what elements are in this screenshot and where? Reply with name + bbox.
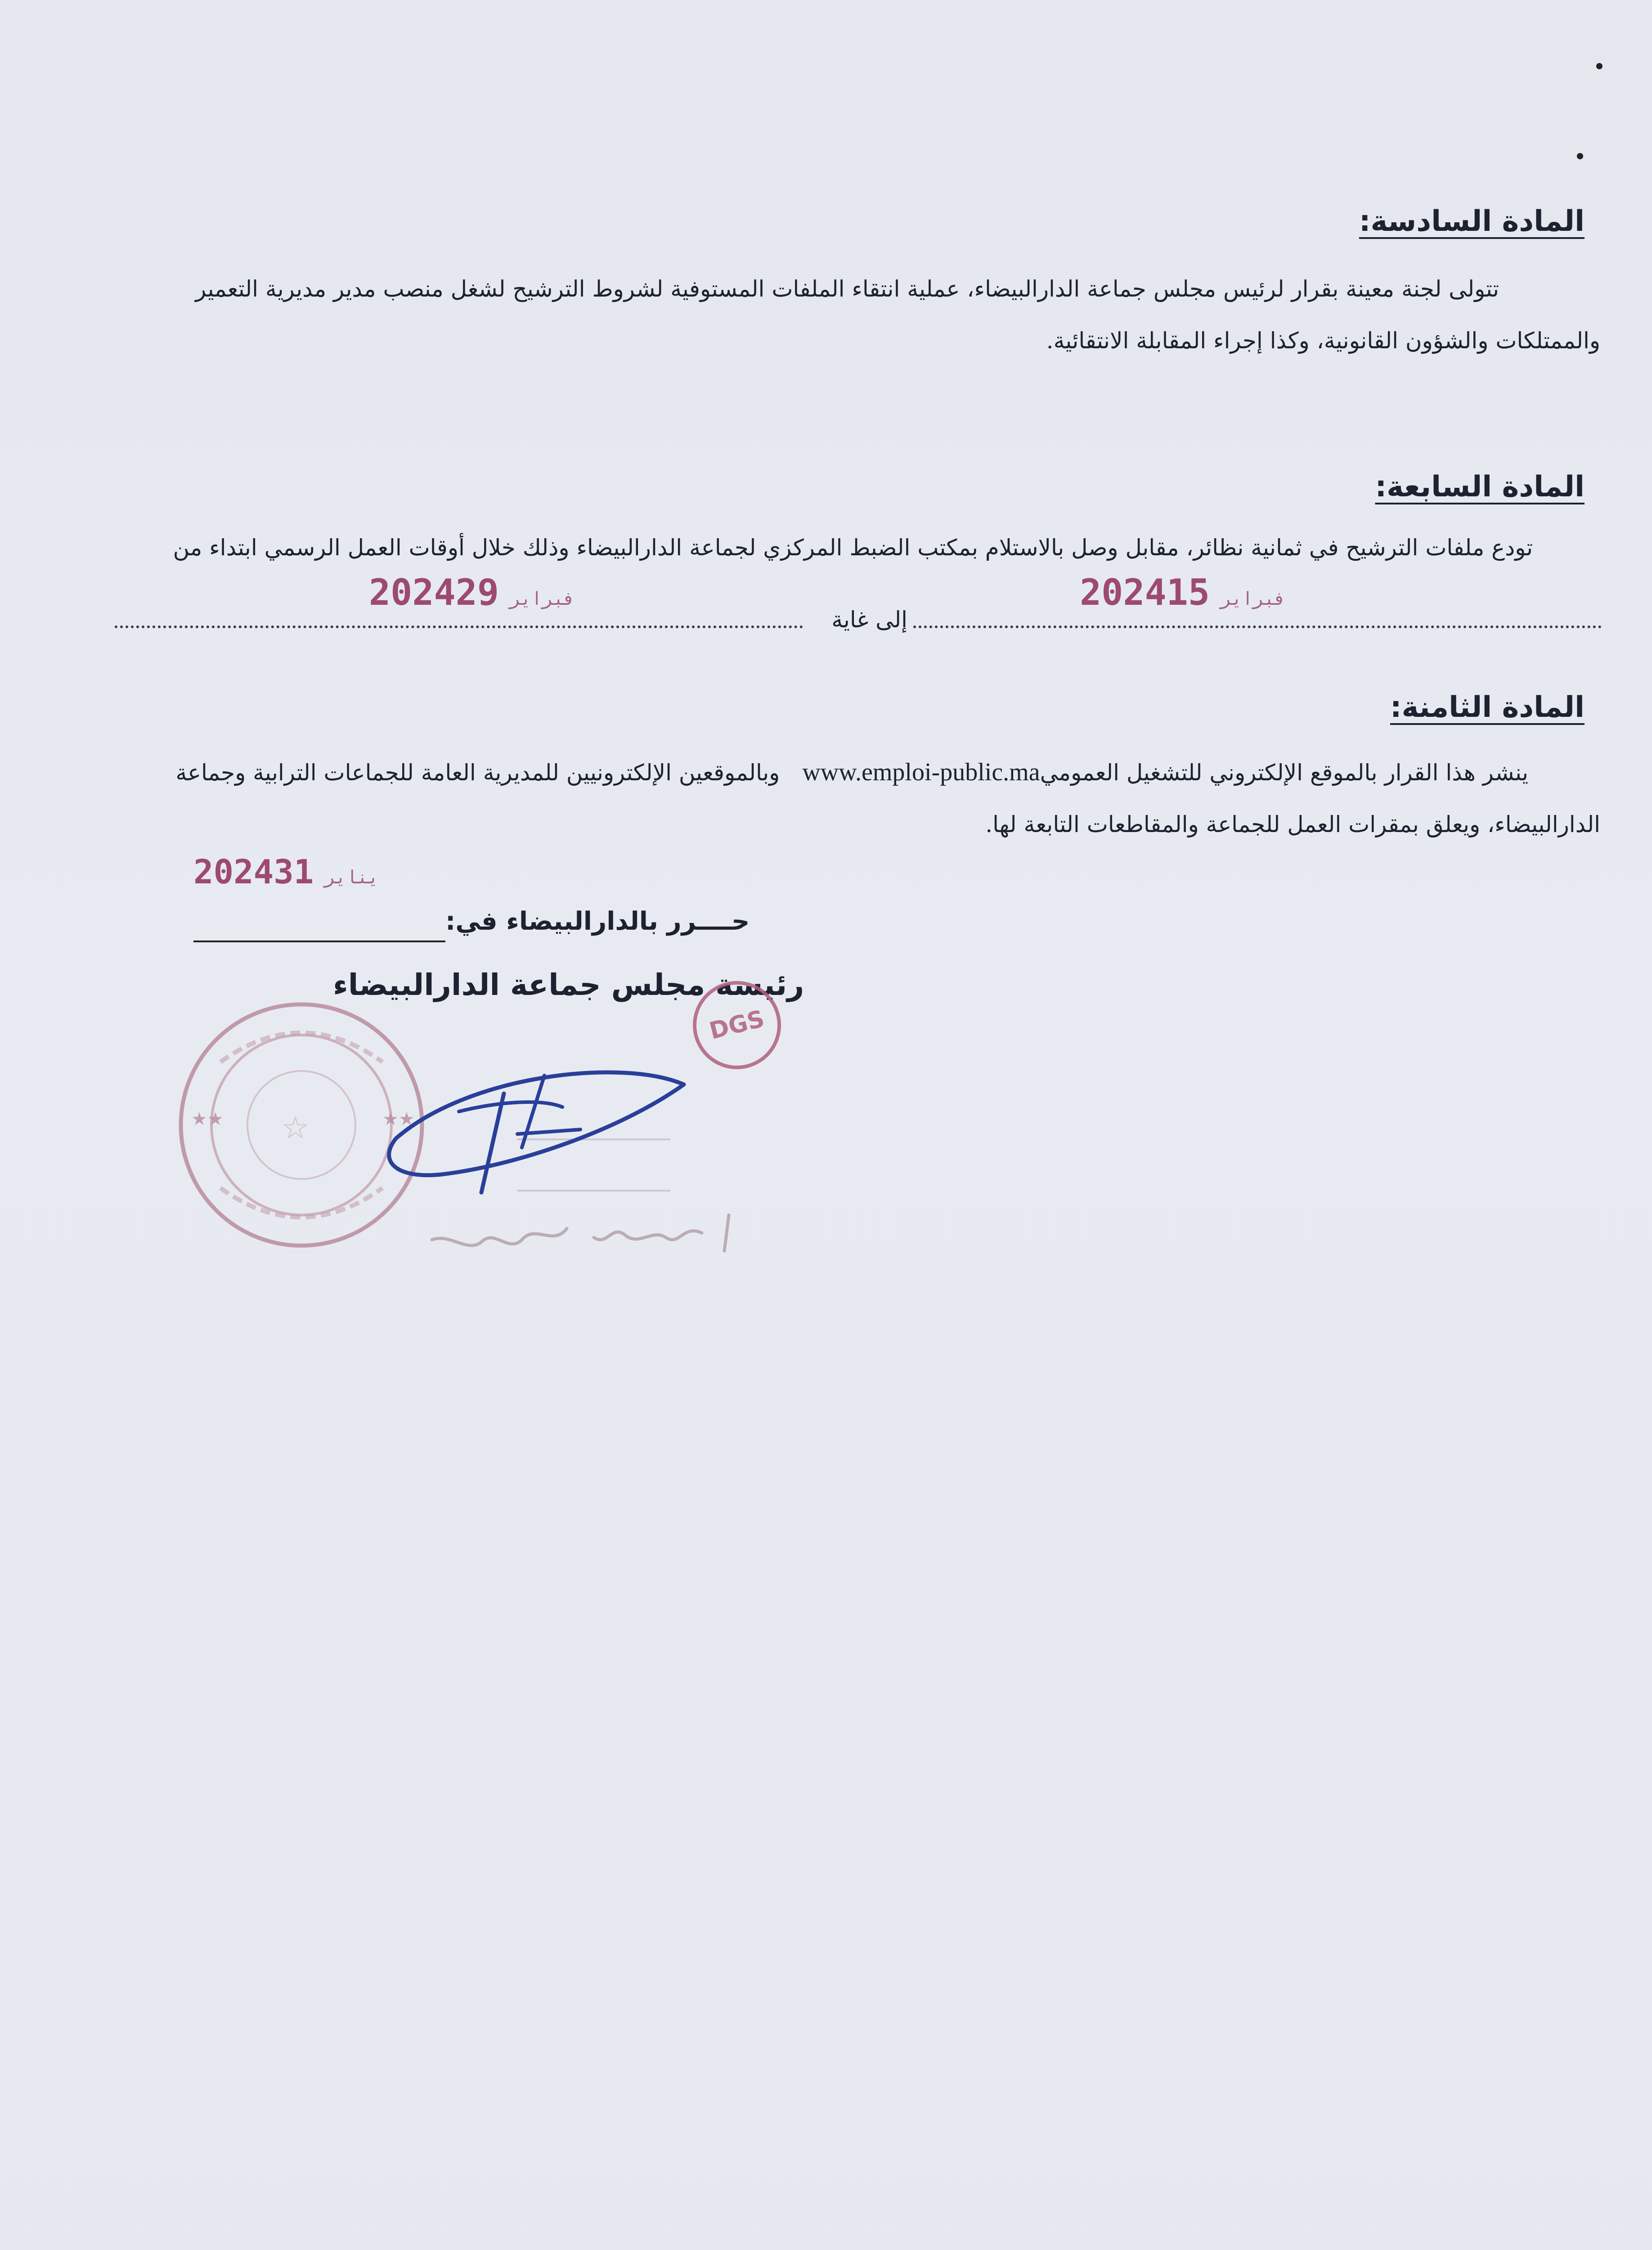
svg-text:★★: ★★ <box>382 1109 415 1130</box>
start-date-month: فبراير <box>1220 589 1286 609</box>
start-date-dotted-line <box>913 626 1602 628</box>
article-8-line-1 <box>175 756 1528 789</box>
article-6-heading: المادة السادسة: <box>1359 205 1585 238</box>
start-date-day: 15 <box>1166 572 1210 613</box>
start-date-year: 2024 <box>1080 572 1167 613</box>
article-6-line-1: تتولى لجنة معينة بقرار لرئيس مجلس جماعة الدارالبيضاء، عملية انتقاء الملفات المستوفية لشروط الترشيح لشغل منصب مدير مديرية التعمير <box>195 276 1499 302</box>
issued-at-label: حــــرر بالدارالبيضاء في: <box>445 907 750 936</box>
end-date-year: 2024 <box>369 572 456 613</box>
article-8-line-1-pre: ينشر هذا القرار بالموقع الإلكتروني للتشغيل العمومي <box>1040 760 1528 786</box>
end-date-day: 29 <box>455 572 499 613</box>
article-7-heading: المادة السابعة: <box>1375 470 1585 504</box>
dgs-initials: DGS <box>706 1005 768 1045</box>
signature-date-day: 31 <box>274 853 314 891</box>
handwritten-name-icon <box>414 1197 747 1264</box>
article-8-line-2: الدارالبيضاء، ويعلق بمقرات العمل للجماعة والمقاطعات التابعة لها. <box>985 811 1600 837</box>
article-6-line-2: والممتلكات والشؤون القانونية، وكذا إجراء المقابلة الانتقائية. <box>1046 328 1600 354</box>
article-8-heading: المادة الثامنة: <box>1390 691 1585 724</box>
handwritten-signature-icon <box>369 1058 711 1220</box>
article-7-line-1: تودع ملفات الترشيح في ثمانية نظائر، مقابل وصل بالاستلام بمكتب الضبط المركزي لجماعة الدارالبيضاء وذلك خلال أوقات العمل الرسمي ابتداء من <box>173 535 1533 561</box>
stray-dot <box>1577 153 1583 159</box>
signature-date-stamp <box>193 853 390 891</box>
end-date-month: فبراير <box>509 589 575 609</box>
svg-text:★★: ★★ <box>191 1109 224 1130</box>
svg-text:☆: ☆ <box>281 1109 310 1146</box>
signer-title: رئيسة مجلس جماعة الدارالبيضاء <box>333 968 804 1002</box>
issued-date-line <box>193 940 445 942</box>
signature-date-year: 2024 <box>193 853 274 891</box>
start-date-stamp <box>1080 572 1296 613</box>
until-label: إلى غاية <box>831 607 907 633</box>
publication-url: www.emploi-public.ma <box>802 758 1040 786</box>
signature-date-month: يناير <box>324 867 379 888</box>
article-8-line-1-post: وبالموقعين الإلكترونيين للمديرية العامة للجماعات الترابية وجماعة <box>175 760 780 786</box>
stray-dot <box>1596 63 1603 69</box>
end-date-dotted-line <box>115 626 803 628</box>
end-date-stamp <box>369 572 585 613</box>
